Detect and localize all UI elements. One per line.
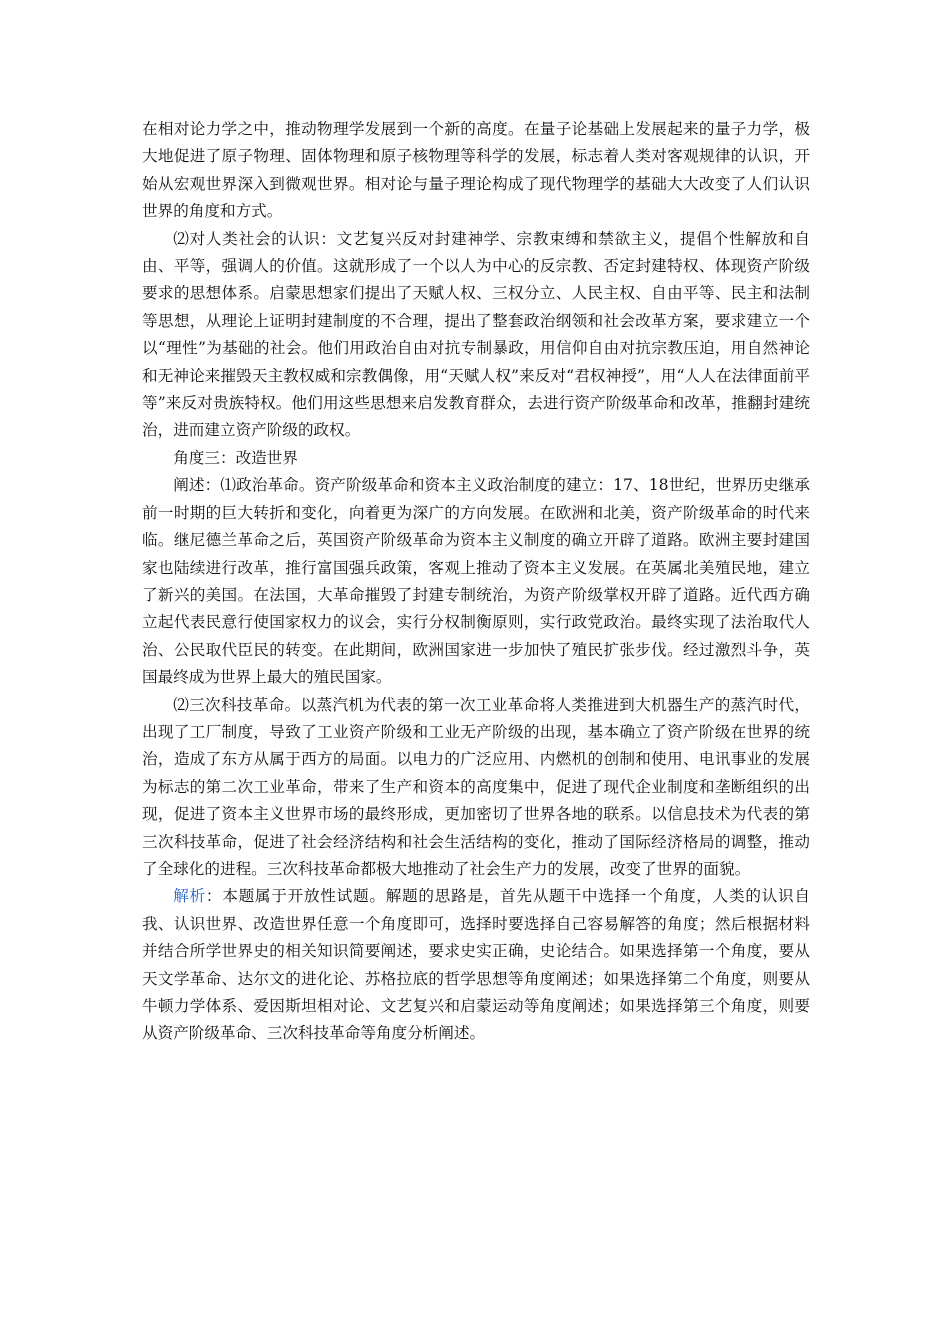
analysis-label: 解析 <box>173 887 206 906</box>
paragraph-tech-revolutions: ⑵三次科技革命。以蒸汽机为代表的第一次工业革命将人类推进到大机器生产的蒸汽时代，出现了工厂制度，导致了工业资产阶级和工业无产阶级的出现，基本确立了资产阶级在世界的统治，造成了东方从属于西方的局面。以电力的广泛应用、内燃机的创制和使用、电讯事业的发展为标志的第二次工业革命，带来了生产和资本的高度集中，促进了现代企业制度和垄断组织的出现，促进了资本主义世界市场的最终形成，更加密切了世界各地的联系。以信息技术为代表的第三次科技革命，促进了社会经济结构和社会生活结构的变化，推动了国际经济格局的调整，推动了全球化的进程。三次科技革命都极大地推动了社会生产力的发展，改变了世界的面貌。 <box>142 695 810 878</box>
paragraph-angle-three-heading: 角度三：改造世界 <box>173 448 298 467</box>
paragraph-relativity-quantum: 在相对论力学之中，推动物理学发展到一个新的高度。在量子论基础上发展起来的量子力学，极大地促进了原子物理、固体物理和原子核物理等科学的发展，标志着人类对客观规律的认识，开始从宏观世界深入到微观世界。相对论与量子理论构成了现代物理学的基础大大改变了人们认识世界的角度和方式。 <box>142 120 810 221</box>
paragraph-analysis <box>142 883 810 1047</box>
analysis-text: ：本题属于开放性试题。解题的思路是，首先从题干中选择一个角度，人类的认识自我、认识世界、改造世界任意一个角度即可，选择时要选择自己容易解答的角度；然后根据材料并结合所学世界史的相关知识简要阐述，要求史实正确，史论结合。如果选择第一个角度，要从天文学革命、达尔文的进化论、苏格拉底的哲学思想等角度阐述；如果选择第二个角度，则要从牛顿力学体系、爱因斯坦相对论、文艺复兴和启蒙运动等角度阐述；如果选择第三个角度，则要从资产阶级革命、三次科技革命等角度分析阐述。 <box>142 887 810 1043</box>
paragraph-human-society: ⑵对人类社会的认识：文艺复兴反对封建神学、宗教束缚和禁欲主义，提倡个性解放和自由、平等，强调人的价值。这就形成了一个以人为中心的反宗教、否定封建特权、体现资产阶级要求的思想体系。启蒙思想家们提出了天赋人权、三权分立、人民主权、自由平等、民主和法制等思想，从理论上证明封建制度的不合理，提出了整套政治纲领和社会改革方案，要求建立一个以“理性”为基础的社会。他们用政治自由对抗专制暴政，用信仰自由对抗宗教压迫，用自然神论和无神论来摧毁天主教权威和宗教偶像，用“天赋人权”来反对“君权神授”，用“人人在法律面前平等”来反对贵族特权。他们用这些思想来启发教育群众，去进行资产阶级革命和改革，推翻封建统治，进而建立资产阶级的政权。 <box>142 229 810 440</box>
document-page <box>142 116 810 1048</box>
paragraph-political-revolution: 阐述：⑴政治革命。资产阶级革命和资本主义政治制度的建立：17、18世纪，世界历史继承前一时期的巨大转折和变化，向着更为深广的方向发展。在欧洲和北美，资产阶级革命的时代来临。继尼德兰革命之后，英国资产阶级革命为资本主义制度的确立开辟了道路。欧洲主要封建国家也陆续进行改革，推行富国强兵政策，客观上推动了资本主义发展。在英属北美殖民地，建立了新兴的美国。在法国，大革命摧毁了封建专制统治，为资产阶级掌权开辟了道路。近代西方确立起代表民意行使国家权力的议会，实行分权制衡原则，实行政党政治。最终实现了法治取代人治、公民取代臣民的转变。在此期间，欧洲国家进一步加快了殖民扩张步伐。经过激烈斗争，英国最终成为世界上最大的殖民国家。 <box>142 476 810 687</box>
